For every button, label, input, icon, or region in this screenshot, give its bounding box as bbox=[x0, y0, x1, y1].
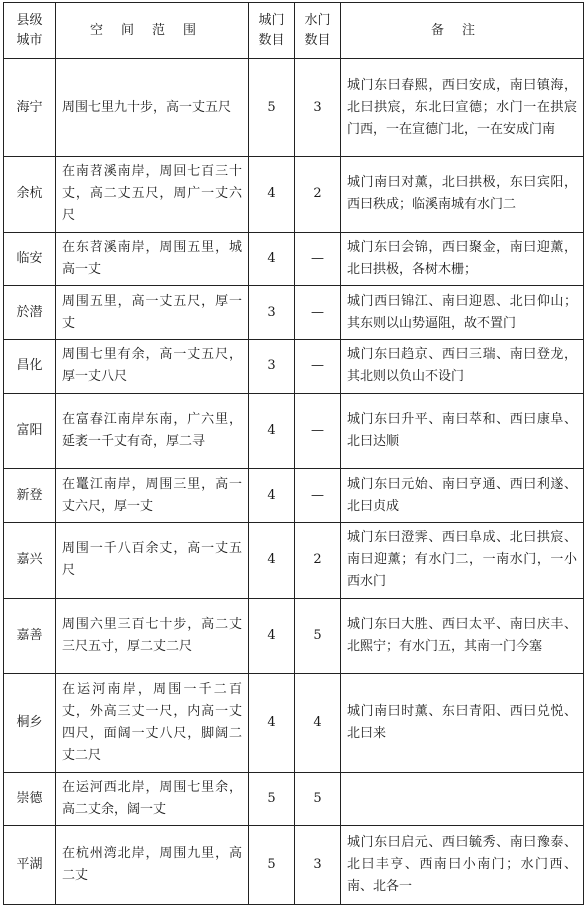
table-row bbox=[4, 772, 584, 826]
county-cell: 平湖 bbox=[4, 826, 56, 905]
county-cell: 新登 bbox=[4, 469, 56, 523]
gate-count-cell: 4 bbox=[249, 232, 295, 286]
gate-count-cell: 4 bbox=[249, 393, 295, 469]
header-county bbox=[4, 3, 56, 59]
note-cell: 城门东曰春熙，西曰安成，南曰镇海，北曰拱宸，东北曰宣德；水门一在拱宸门西，一在宣德门北，一在安成门南 bbox=[341, 59, 584, 157]
gate-count-cell: 4 bbox=[249, 674, 295, 772]
water-gate-count-cell: — bbox=[295, 339, 341, 393]
header-county-line-2: 城市 bbox=[16, 32, 43, 48]
table-row bbox=[4, 286, 584, 340]
table-row bbox=[4, 393, 584, 469]
water-gate-count-cell: 2 bbox=[295, 522, 341, 598]
header-gate-count-line-2: 数目 bbox=[258, 32, 285, 48]
extent-cell: 周围七里有余，高一丈五尺，厚一丈八尺 bbox=[56, 339, 249, 393]
header-county-line-1: 县级 bbox=[16, 12, 43, 28]
header-water-gate-count-line-2: 数目 bbox=[304, 32, 331, 48]
extent-cell: 在鼍江南岸，周围三里，高一丈六尺，厚一丈 bbox=[56, 469, 249, 523]
table-row bbox=[4, 157, 584, 233]
extent-cell: 在运河南岸，周围一千二百丈，外高三丈一尺，内高一丈四尺，面阔一丈八尺，脚阔二丈二尺 bbox=[56, 674, 249, 772]
water-gate-count-cell: 2 bbox=[295, 157, 341, 233]
note-cell: 城门东曰启元、西曰毓秀、南曰豫泰、北曰丰亨、西南曰小南门；水门西、南、北各一 bbox=[341, 826, 584, 905]
header-note: 备注 bbox=[341, 3, 584, 59]
note-cell: 城门南曰时薰、东曰青阳、西曰兑悦、北曰来 bbox=[341, 674, 584, 772]
gate-count-cell: 4 bbox=[249, 598, 295, 674]
gate-count-cell: 4 bbox=[249, 522, 295, 598]
extent-cell: 在南苕溪南岸，周回七百三十丈，高二丈五尺，周广一丈六尺 bbox=[56, 157, 249, 233]
extent-cell: 在运河西北岸，周围七里余，高二丈余，阔一丈 bbox=[56, 772, 249, 826]
header-gate-count-line-1: 城门 bbox=[258, 12, 285, 28]
gate-count-cell: 4 bbox=[249, 469, 295, 523]
county-cell: 昌化 bbox=[4, 339, 56, 393]
extent-cell: 在富春江南岸东南，广六里，延袤一千丈有奇，厚二寻 bbox=[56, 393, 249, 469]
county-cell: 嘉善 bbox=[4, 598, 56, 674]
water-gate-count-cell: 3 bbox=[295, 59, 341, 157]
extent-cell: 在杭州湾北岸，周围九里，高二丈 bbox=[56, 826, 249, 905]
table-row bbox=[4, 598, 584, 674]
gate-count-cell: 5 bbox=[249, 826, 295, 905]
county-cell: 嘉兴 bbox=[4, 522, 56, 598]
note-cell: 城门东曰澄霁、西曰阜成、北曰拱宸、南曰迎薰；有水门二，一南水门，一小西水门 bbox=[341, 522, 584, 598]
note-cell bbox=[341, 772, 584, 826]
table-row bbox=[4, 59, 584, 157]
water-gate-count-cell: — bbox=[295, 393, 341, 469]
table-row bbox=[4, 522, 584, 598]
water-gate-count-cell: 3 bbox=[295, 826, 341, 905]
table-row bbox=[4, 826, 584, 905]
county-cell: 临安 bbox=[4, 232, 56, 286]
water-gate-count-cell: 4 bbox=[295, 674, 341, 772]
header-extent: 空间范围 bbox=[56, 3, 249, 59]
extent-cell: 周围六里三百七十步，高二丈三尺五寸，厚二丈二尺 bbox=[56, 598, 249, 674]
note-cell: 城门东曰会锦，西曰聚金，南曰迎薰，北曰拱极，各树木栅； bbox=[341, 232, 584, 286]
extent-cell: 在东苕溪南岸，周围五里，城高一丈 bbox=[56, 232, 249, 286]
header-water-gate-count bbox=[295, 3, 341, 59]
note-cell: 城门东曰元始、南曰亨通、西曰利遂、北曰贞成 bbox=[341, 469, 584, 523]
table-row bbox=[4, 674, 584, 772]
water-gate-count-cell: — bbox=[295, 232, 341, 286]
water-gate-count-cell: 5 bbox=[295, 598, 341, 674]
note-cell: 城门西曰锦江、南曰迎恩、北曰仰山；其东则以山势逼阻，故不置门 bbox=[341, 286, 584, 340]
water-gate-count-cell: — bbox=[295, 286, 341, 340]
header-row bbox=[4, 3, 584, 59]
note-cell: 城门东曰升平、南曰萃和、西曰康阜、北曰达顺 bbox=[341, 393, 584, 469]
note-cell: 城门东曰大胜、西曰太平、南曰庆丰、北熙宁；有水门五，其南一门今塞 bbox=[341, 598, 584, 674]
city-walls-table bbox=[3, 2, 584, 905]
gate-count-cell: 5 bbox=[249, 772, 295, 826]
header-gate-count bbox=[249, 3, 295, 59]
county-cell: 崇德 bbox=[4, 772, 56, 826]
county-cell: 於潜 bbox=[4, 286, 56, 340]
extent-cell: 周围五里，高一丈五尺，厚一丈 bbox=[56, 286, 249, 340]
gate-count-cell: 5 bbox=[249, 59, 295, 157]
gate-count-cell: 3 bbox=[249, 339, 295, 393]
county-cell: 富阳 bbox=[4, 393, 56, 469]
extent-cell: 周围七里九十步，高一丈五尺 bbox=[56, 59, 249, 157]
table-row bbox=[4, 339, 584, 393]
water-gate-count-cell: — bbox=[295, 469, 341, 523]
gate-count-cell: 3 bbox=[249, 286, 295, 340]
note-cell: 城门东曰趋京、西曰三瑞、南曰登龙，其北则以负山不设门 bbox=[341, 339, 584, 393]
extent-cell: 周围一千八百余丈，高一丈五尺 bbox=[56, 522, 249, 598]
county-cell: 海宁 bbox=[4, 59, 56, 157]
gate-count-cell: 4 bbox=[249, 157, 295, 233]
table-row bbox=[4, 469, 584, 523]
water-gate-count-cell: 5 bbox=[295, 772, 341, 826]
table-row bbox=[4, 232, 584, 286]
header-water-gate-count-line-1: 水门 bbox=[304, 12, 331, 28]
note-cell: 城门南曰对薰，北曰拱极，东曰宾阳，西曰秩成；临溪南城有水门二 bbox=[341, 157, 584, 233]
county-cell: 余杭 bbox=[4, 157, 56, 233]
county-cell: 桐乡 bbox=[4, 674, 56, 772]
